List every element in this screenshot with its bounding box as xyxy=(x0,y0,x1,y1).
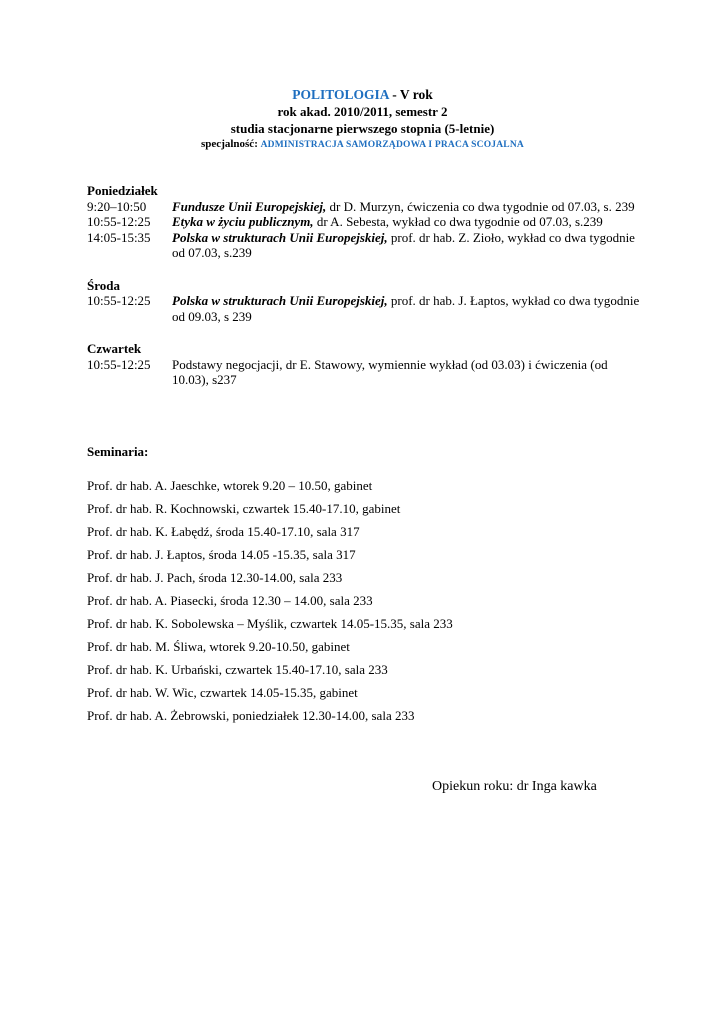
seminar-item: Prof. dr hab. W. Wic, czwartek 14.05-15.35, gabinet xyxy=(87,685,358,700)
entry-details: dr D. Murzyn, ćwiczenia co dwa tygodnie od 07.03, s. 239 xyxy=(326,198,635,214)
seminar-item: Prof. dr hab. R. Kochnowski, czwartek 15.40-17.10, gabinet xyxy=(87,501,401,516)
specialty-value: ADMINISTRACJA SAMORZĄDOWA I PRACA SCOJALNA xyxy=(260,140,524,150)
year-label: - V rok xyxy=(388,87,433,102)
seminar-item: Prof. dr hab. A. Piasecki, środa 12.30 – 14.00, sala 233 xyxy=(87,593,373,608)
weekly-schedule xyxy=(87,183,647,405)
seminaria-list xyxy=(87,474,453,727)
entry-details: dr A. Sebesta, wykład co dwa tygodnie od 07.03, s.239 xyxy=(313,214,603,229)
schedule-entry xyxy=(87,230,647,261)
specialty-label: specjalność: xyxy=(201,138,261,150)
seminar-item: Prof. dr hab. K. Łabędź, środa 15.40-17.10, sala 317 xyxy=(87,524,360,539)
seminaria-title: Seminaria: xyxy=(87,444,149,459)
schedule-day xyxy=(87,341,647,388)
entry-details: Podstawy negocjacji, dr E. Stawowy, wymiennie wykład (od 03.03) i ćwiczenia (od 10.03), s237 xyxy=(172,356,608,387)
entry-time: 9:20–10:50 xyxy=(87,198,147,214)
day-name: Środa xyxy=(87,277,120,293)
entry-time: 10:55-12:25 xyxy=(87,293,151,308)
header-title-line xyxy=(0,86,725,103)
entry-course: Polska w strukturach Unii Europejskiej, xyxy=(172,229,388,245)
entry-course: Fundusze Unii Europejskiej, xyxy=(172,198,327,214)
study-type: studia stacjonarne pierwszego stopnia (5-letnie) xyxy=(230,121,495,136)
seminar-item: Prof. dr hab. J. Łaptos, środa 14.05 -15.35, sala 317 xyxy=(87,547,356,562)
year-supervisor: Opiekun roku: dr Inga kawka xyxy=(432,779,597,794)
schedule-entry xyxy=(87,199,647,215)
entry-details: prof. dr hab. J. Łaptos, wykład co dwa tygodnie od 09.03, s 239 xyxy=(172,293,640,324)
schedule-entry xyxy=(87,293,647,324)
academic-year: rok akad. 2010/2011, semestr 2 xyxy=(277,104,448,119)
schedule-entry xyxy=(87,214,647,230)
seminar-item: Prof. dr hab. K. Urbański, czwartek 15.40-17.10, sala 233 xyxy=(87,662,388,677)
day-name: Czwartek xyxy=(87,341,142,356)
day-name: Poniedziałek xyxy=(87,183,158,198)
seminar-item: Prof. dr hab. K. Sobolewska – Myślik, czwartek 14.05-15.35, sala 233 xyxy=(87,616,453,631)
entry-course: Polska w strukturach Unii Europejskiej, xyxy=(172,293,388,308)
entry-course: Etyka w życiu publicznym, xyxy=(172,214,314,229)
schedule-entry xyxy=(87,357,647,388)
entry-time: 14:05-15:35 xyxy=(87,229,151,245)
subject-name: POLITOLOGIA xyxy=(292,87,389,102)
seminar-item: Prof. dr hab. M. Śliwa, wtorek 9.20-10.50, gabinet xyxy=(87,639,350,654)
seminar-item: Prof. dr hab. J. Pach, środa 12.30-14.00, sala 233 xyxy=(87,570,343,585)
entry-details: prof. dr hab. Z. Zioło, wykład co dwa tygodnie od 07.03, s.239 xyxy=(172,229,635,260)
schedule-day xyxy=(87,183,647,261)
entry-time: 10:55-12:25 xyxy=(87,214,151,229)
seminar-item: Prof. dr hab. A. Jaeschke, wtorek 9.20 – 10.50, gabinet xyxy=(87,478,373,493)
schedule-day xyxy=(87,278,647,325)
specialty-line xyxy=(0,137,725,153)
seminar-item: Prof. dr hab. A. Żebrowski, poniedziałek 12.30-14.00, sala 233 xyxy=(87,708,415,723)
entry-time: 10:55-12:25 xyxy=(87,356,151,372)
document-header xyxy=(0,86,725,153)
